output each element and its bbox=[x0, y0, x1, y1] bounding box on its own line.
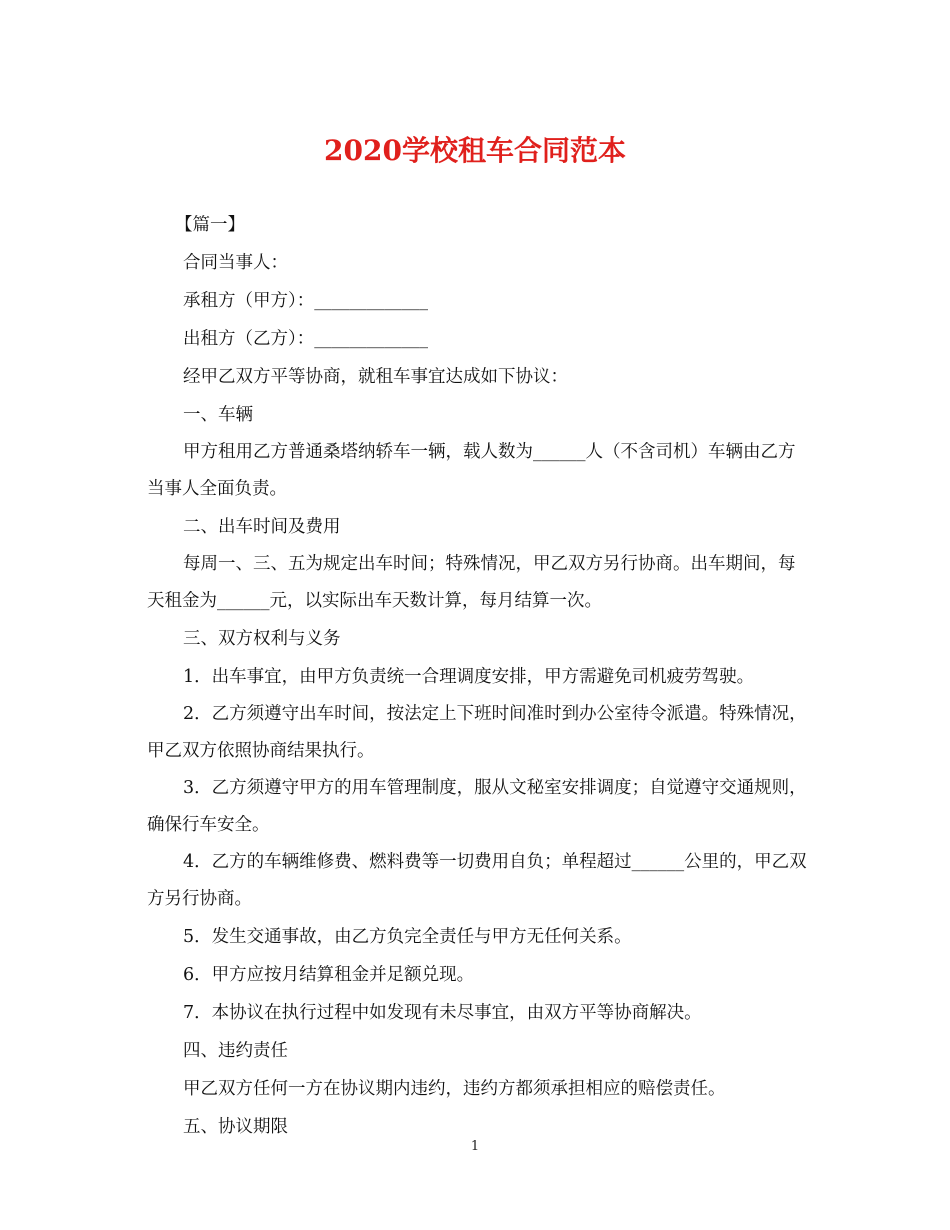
paragraph: 7．本协议在执行过程中如发现有未尽事宜，由双方平等协商解决。 bbox=[183, 1003, 702, 1023]
section-label: 【篇一】 bbox=[175, 215, 245, 235]
paragraph: 1．出车事宜，由甲方负责统一合理调度安排，甲方需避免司机疲劳驾驶。 bbox=[183, 667, 755, 687]
section-heading: 四、违约责任 bbox=[183, 1041, 288, 1061]
paragraph: 出租方（乙方）：_____________ bbox=[183, 329, 428, 349]
paragraph: 经甲乙双方平等协商，就租车事宜达成如下协议： bbox=[183, 367, 568, 387]
section-heading: 五、协议期限 bbox=[183, 1117, 288, 1137]
section-heading: 二、出车时间及费用 bbox=[183, 517, 341, 537]
paragraph: 6．甲方应按月结算租金并足额兑现。 bbox=[183, 965, 475, 985]
document-title: 2020学校租车合同范本 bbox=[324, 134, 626, 167]
paragraph: 3．乙方须遵守甲方的用车管理制度，服从文秘室安排调度；自觉遵守交通规则，确保行车安全。 bbox=[147, 778, 807, 835]
paragraph: 承租方（甲方）：_____________ bbox=[183, 291, 428, 311]
page-number: 1 bbox=[470, 1139, 480, 1154]
paragraph: 甲乙双方任何一方在协议期内违约，违约方都须承担相应的赔偿责任。 bbox=[183, 1079, 726, 1099]
paragraph: 每周一、三、五为规定出车时间；特殊情况，甲乙双方另行协商。出车期间，每天租金为______元，以实际出车天数计算，每月结算一次。 bbox=[147, 554, 796, 611]
paragraph: 5．发生交通事故，由乙方负完全责任与甲方无任何关系。 bbox=[183, 927, 632, 947]
paragraph: 甲方租用乙方普通桑塔纳轿车一辆，载人数为______人（不含司机）车辆由乙方当事人全面负责。 bbox=[147, 442, 796, 499]
section-heading: 一、车辆 bbox=[183, 405, 253, 425]
paragraph: 合同当事人： bbox=[183, 253, 288, 273]
section-heading: 三、双方权利与义务 bbox=[183, 629, 341, 649]
paragraph: 4．乙方的车辆维修费、燃料费等一切费用自负；单程超过______公里的，甲乙双方另行协商。 bbox=[147, 852, 807, 909]
document-body bbox=[147, 206, 807, 1146]
paragraph: 2．乙方须遵守出车时间，按法定上下班时间准时到办公室待令派遣。特殊情况，甲乙双方依照协商结果执行。 bbox=[147, 704, 807, 761]
